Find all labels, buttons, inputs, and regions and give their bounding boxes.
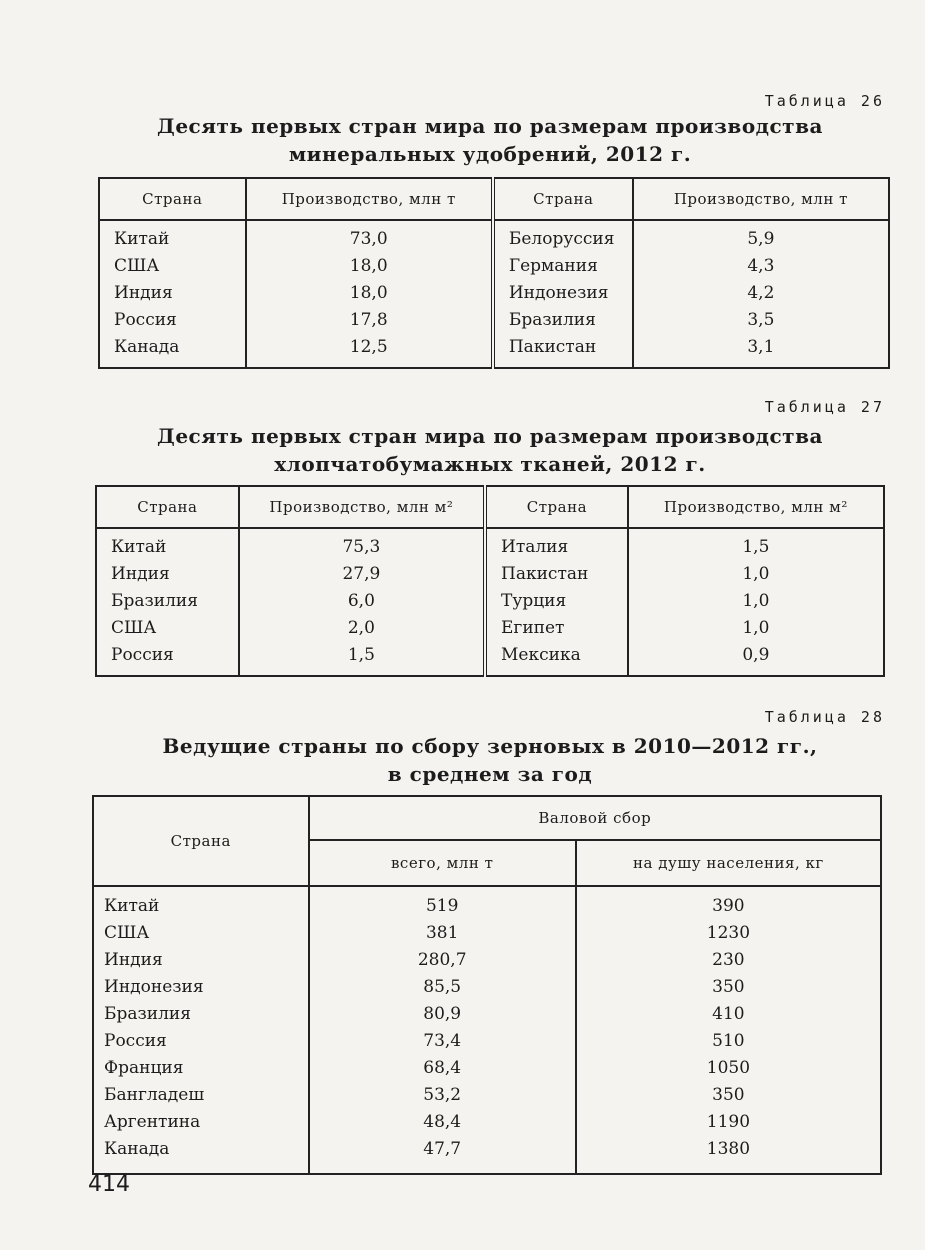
header-country: Страна: [93, 796, 309, 886]
table-row: [93, 1082, 881, 1109]
total-cell: 280,7: [309, 947, 576, 974]
table-row: [99, 307, 889, 334]
country-cell: Германия: [493, 253, 633, 280]
table-27-title-line-1: Десять первых стран мира по размерам производства: [157, 424, 823, 448]
header-production: Производство, млн м²: [628, 486, 884, 528]
country-cell: США: [93, 920, 309, 947]
total-cell: 85,5: [309, 974, 576, 1001]
table-row: [99, 280, 889, 307]
per-capita-cell: 390: [576, 886, 881, 920]
table-row: [99, 334, 889, 368]
table-row: [93, 920, 881, 947]
value-cell: 18,0: [246, 280, 493, 307]
header-production: Производство, млн м²: [239, 486, 485, 528]
country-cell: США: [99, 253, 246, 280]
country-cell: Мексика: [485, 642, 628, 676]
country-cell: Пакистан: [485, 561, 628, 588]
header-production: Производство, млн т: [633, 178, 889, 220]
country-cell: Индонезия: [493, 280, 633, 307]
header-country: Страна: [493, 178, 633, 220]
table-row: [96, 615, 884, 642]
country-cell: Египет: [485, 615, 628, 642]
table-header-row: [93, 796, 881, 840]
table-header-row: [96, 486, 884, 528]
table-26: [98, 177, 890, 369]
total-cell: 519: [309, 886, 576, 920]
table-26-title: [95, 112, 885, 168]
table-row: [96, 561, 884, 588]
country-cell: Бангладеш: [93, 1082, 309, 1109]
value-cell: 0,9: [628, 642, 884, 676]
header-country: Страна: [99, 178, 246, 220]
table-row: [96, 528, 884, 561]
table-header-row: [99, 178, 889, 220]
table-row: [96, 588, 884, 615]
table-27: [95, 485, 885, 677]
header-per-capita: на душу населения, кг: [576, 840, 881, 886]
value-cell: 17,8: [246, 307, 493, 334]
country-cell: Бразилия: [93, 1001, 309, 1028]
value-cell: 1,0: [628, 588, 884, 615]
page-number: 414: [88, 1172, 130, 1197]
value-cell: 75,3: [239, 528, 485, 561]
value-cell: 18,0: [246, 253, 493, 280]
table-27-label: Таблица 27: [764, 398, 885, 416]
total-cell: 80,9: [309, 1001, 576, 1028]
table-row: [99, 253, 889, 280]
table-26-title-line-1: Десять первых стран мира по размерам производства: [157, 114, 823, 138]
country-cell: Аргентина: [93, 1109, 309, 1136]
table-28-title-line-1: Ведущие страны по сбору зерновых в 2010—2012 гг.,: [162, 734, 818, 758]
table-28-title: [95, 732, 885, 788]
total-cell: 47,7: [309, 1136, 576, 1174]
table-26-title-line-2: минеральных удобрений, 2012 г.: [288, 142, 692, 166]
country-cell: Турция: [485, 588, 628, 615]
table-26-label: Таблица 26: [764, 92, 885, 110]
per-capita-cell: 1230: [576, 920, 881, 947]
value-cell: 27,9: [239, 561, 485, 588]
value-cell: 1,5: [239, 642, 485, 676]
table-row: [93, 1028, 881, 1055]
country-cell: Бразилия: [96, 588, 239, 615]
total-cell: 53,2: [309, 1082, 576, 1109]
table-row: [93, 947, 881, 974]
country-cell: Белоруссия: [493, 220, 633, 253]
header-production: Производство, млн т: [246, 178, 493, 220]
country-cell: Индия: [99, 280, 246, 307]
value-cell: 3,5: [633, 307, 889, 334]
table-row: [93, 1136, 881, 1174]
table-28-title-line-2: в среднем за год: [387, 762, 593, 786]
total-cell: 68,4: [309, 1055, 576, 1082]
country-cell: Франция: [93, 1055, 309, 1082]
country-cell: Индия: [96, 561, 239, 588]
per-capita-cell: 1050: [576, 1055, 881, 1082]
per-capita-cell: 510: [576, 1028, 881, 1055]
table-row: [93, 1001, 881, 1028]
value-cell: 12,5: [246, 334, 493, 368]
country-cell: США: [96, 615, 239, 642]
country-cell: Россия: [99, 307, 246, 334]
per-capita-cell: 1190: [576, 1109, 881, 1136]
header-country: Страна: [96, 486, 239, 528]
total-cell: 73,4: [309, 1028, 576, 1055]
per-capita-cell: 1380: [576, 1136, 881, 1174]
table-row: [99, 220, 889, 253]
header-country: Страна: [485, 486, 628, 528]
table-row: [93, 886, 881, 920]
per-capita-cell: 230: [576, 947, 881, 974]
total-cell: 381: [309, 920, 576, 947]
country-cell: Китай: [93, 886, 309, 920]
country-cell: Индия: [93, 947, 309, 974]
value-cell: 3,1: [633, 334, 889, 368]
country-cell: Канада: [99, 334, 246, 368]
total-cell: 48,4: [309, 1109, 576, 1136]
country-cell: Канада: [93, 1136, 309, 1174]
table-row: [96, 642, 884, 676]
value-cell: 1,5: [628, 528, 884, 561]
table-27-title-line-2: хлопчатобумажных тканей, 2012 г.: [274, 452, 706, 476]
country-cell: Пакистан: [493, 334, 633, 368]
value-cell: 6,0: [239, 588, 485, 615]
header-total: всего, млн т: [309, 840, 576, 886]
table-row: [93, 974, 881, 1001]
country-cell: Индонезия: [93, 974, 309, 1001]
country-cell: Россия: [93, 1028, 309, 1055]
per-capita-cell: 410: [576, 1001, 881, 1028]
country-cell: Россия: [96, 642, 239, 676]
country-cell: Бразилия: [493, 307, 633, 334]
value-cell: 1,0: [628, 561, 884, 588]
per-capita-cell: 350: [576, 1082, 881, 1109]
table-28: [92, 795, 882, 1175]
table-row: [93, 1109, 881, 1136]
value-cell: 73,0: [246, 220, 493, 253]
header-gross-harvest: Валовой сбор: [309, 796, 881, 840]
value-cell: 4,2: [633, 280, 889, 307]
country-cell: Китай: [99, 220, 246, 253]
value-cell: 5,9: [633, 220, 889, 253]
value-cell: 2,0: [239, 615, 485, 642]
value-cell: 1,0: [628, 615, 884, 642]
table-row: [93, 1055, 881, 1082]
per-capita-cell: 350: [576, 974, 881, 1001]
table-28-label: Таблица 28: [764, 708, 885, 726]
country-cell: Китай: [96, 528, 239, 561]
country-cell: Италия: [485, 528, 628, 561]
table-27-title: [95, 422, 885, 478]
value-cell: 4,3: [633, 253, 889, 280]
